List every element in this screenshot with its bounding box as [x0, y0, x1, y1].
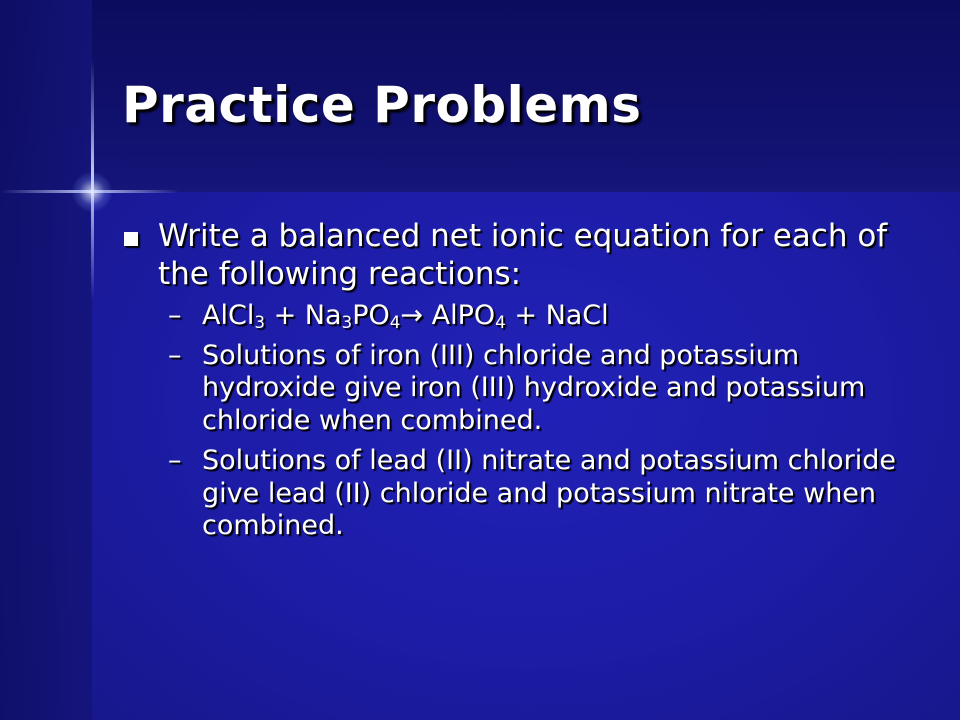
- plus-sign-2: +: [505, 299, 546, 331]
- reactant2-subscript2: 4: [389, 311, 401, 332]
- slide-title: Practice Problems: [122, 76, 642, 134]
- equation: [202, 300, 609, 331]
- product2: NaCl: [545, 299, 609, 331]
- flare-star-icon: [72, 172, 112, 212]
- reactant2-symbol1: Na: [304, 299, 342, 331]
- reactant2-symbol2: PO: [352, 299, 390, 331]
- product1-subscript: 4: [495, 311, 506, 332]
- sub-item-lead: [122, 445, 922, 542]
- sub-item-text: Solutions of iron (III) chloride and potassium hydroxide give iron (III) hydroxide and potassium chloride when combined.: [202, 340, 866, 436]
- plus-sign-1: +: [264, 299, 305, 331]
- sub-item-text: Solutions of lead (II) nitrate and potassium chloride give lead (II) chloride and potassium nitrate when combined.: [202, 445, 896, 541]
- main-bullet-text: Write a balanced net ionic equation for each of the following reactions:: [158, 218, 888, 292]
- sub-item-equation: [122, 300, 922, 332]
- sub-item-iron: [122, 340, 922, 437]
- reactant1-symbol: AlCl: [202, 299, 255, 331]
- sub-bullet-list: [122, 300, 922, 543]
- reactant1-subscript: 3: [254, 311, 265, 332]
- slide-content: [122, 218, 922, 550]
- dash-bullet: –: [168, 445, 182, 477]
- main-bullet: [122, 218, 922, 294]
- reaction-arrow-icon: →: [400, 299, 424, 331]
- dash-bullet: –: [168, 340, 182, 372]
- dash-bullet: –: [168, 299, 182, 331]
- reactant2-subscript1: 3: [341, 311, 353, 332]
- product1-symbol: AlPO: [423, 299, 496, 331]
- left-band: [0, 0, 92, 720]
- square-bullet-icon: [124, 232, 138, 246]
